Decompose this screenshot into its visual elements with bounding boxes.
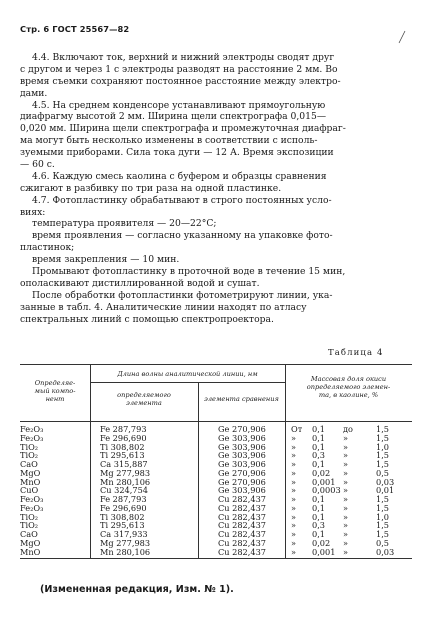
table-row [20, 486, 412, 495]
cell-range-to: » [343, 467, 349, 478]
cell-reference-line: Cu 282,437 [218, 529, 266, 539]
cell-component: CaO [20, 459, 38, 469]
table-row [20, 434, 412, 443]
cell-range-min: 0,001 [312, 476, 336, 487]
cell-range-min: 0,1 [312, 494, 326, 504]
text-line: зуемыми приборами. Сила тока дуги — 12 А. Время экспозиции [20, 147, 334, 159]
cell-range-to: » [343, 511, 349, 522]
data-table [20, 364, 412, 559]
cell-reference-line: Cu 282,437 [218, 511, 266, 522]
text-line: сжигают в разбивку по три раза на одной пластинке. [20, 182, 282, 194]
text-line: ма могут быть несколько изменены в соответствии с исполь- [20, 135, 318, 147]
cell-reference-line: Ge 270,906 [218, 476, 266, 487]
table-caption: Таблица 4 [328, 348, 384, 358]
cell-range-to: » [343, 529, 349, 539]
cell-reference-line: Cu 282,437 [218, 502, 266, 513]
table-row [20, 539, 412, 548]
cell-range-max: 0,5 [376, 537, 390, 548]
table-header [20, 365, 412, 422]
table-body [20, 422, 412, 558]
amendment-note: (Измененная редакция, Изм. № 1). [40, 584, 234, 595]
cell-reference-line: Cu 282,437 [218, 494, 266, 504]
text-line: 4.6. Каждую смесь каолина с буфером и образцы сравнения [32, 170, 327, 182]
header-wavelength-group: Длина волны аналитической линии, нм [117, 370, 258, 378]
text-line: время закрепления — 10 мин. [32, 254, 180, 266]
cell-component: TiO₂ [20, 441, 39, 452]
cell-range-min: 0,3 [312, 520, 326, 531]
cell-determined-line: Fe 287,793 [100, 424, 147, 434]
cell-reference-line: Cu 282,437 [218, 546, 266, 557]
table-row [20, 495, 412, 504]
table-row [20, 469, 412, 478]
text-line: 4.7. Фотопластинку обрабатывают в строго постоянных усло- [32, 194, 332, 206]
cell-component: MnO [20, 546, 41, 557]
cell-range-min: 0,001 [312, 546, 336, 557]
cell-reference-line: Ge 303,906 [218, 485, 266, 496]
cell-range-min: 0,1 [312, 424, 326, 434]
cell-determined-line: Ti 295,613 [100, 450, 145, 461]
cell-range-to: » [343, 432, 349, 443]
header-component: Определяе- мый компо- нент [34, 379, 76, 403]
table-row [20, 504, 412, 513]
text-line: 4.5. На среднем конденсоре устанавливают прямоугольную [32, 99, 326, 111]
cell-range-max: 1,5 [376, 424, 390, 434]
cell-component: Fe₂O₃ [20, 432, 44, 443]
cell-range-from: » [291, 494, 297, 504]
text-line: — 60 с. [20, 159, 55, 171]
cell-range-from: » [291, 537, 297, 548]
cell-range-max: 0,03 [376, 476, 395, 487]
cell-component: CuO [20, 485, 39, 496]
text-line: температура проявителя — 20—22°С; [32, 218, 217, 230]
cell-component: TiO₂ [20, 520, 39, 531]
cell-component: MgO [20, 537, 41, 548]
cell-range-min: 0,1 [312, 441, 326, 452]
cell-range-from: » [291, 502, 297, 513]
cell-determined-line: Ti 308,802 [100, 441, 145, 452]
cell-determined-line: Ti 295,613 [100, 520, 145, 531]
page-header: Стр. 6 ГОСТ 25567—82 [20, 24, 130, 34]
cell-determined-line: Ca 317,933 [100, 529, 148, 539]
text-line: спектральных линий с помощью спектропроектора. [20, 313, 274, 325]
cell-range-min: 0,0003 [312, 485, 341, 496]
table-row [20, 521, 412, 530]
cell-component: CaO [20, 529, 38, 539]
header-mass-fraction: Массовая доля окиси определяемого элемен- та, в каолине, % [306, 375, 391, 399]
text-line: После обработки фотопластинки фотометрируют линии, ука- [32, 289, 333, 301]
cell-reference-line: Ge 303,906 [218, 432, 266, 443]
cell-range-min: 0,1 [312, 529, 326, 539]
cell-range-to: » [343, 459, 349, 469]
cell-range-max: 1,5 [376, 529, 390, 539]
cell-range-to: до [343, 424, 353, 434]
cell-determined-line: Fe 296,690 [100, 502, 147, 513]
cell-determined-line: Cu 324,754 [100, 485, 148, 496]
table-row [20, 513, 412, 522]
cell-determined-line: Fe 287,793 [100, 494, 147, 504]
text-line: дами. [20, 87, 48, 99]
cell-determined-line: Mg 277,983 [100, 537, 151, 548]
cell-range-from: » [291, 511, 297, 522]
cell-range-to: » [343, 494, 349, 504]
cell-range-max: 0,01 [376, 485, 395, 496]
cell-component: TiO₂ [20, 511, 39, 522]
cell-range-min: 0,3 [312, 450, 326, 461]
cell-range-max: 1,5 [376, 432, 390, 443]
text-line: с другом и через 1 с электроды разводят на расстояние 2 мм. Во [20, 63, 338, 75]
text-line: пластинок; [20, 242, 75, 254]
cell-component: Fe₂O₃ [20, 502, 44, 513]
cell-component: TiO₂ [20, 450, 39, 461]
table-row [20, 425, 412, 434]
cell-determined-line: Mn 280,106 [100, 476, 151, 487]
table-row [20, 478, 412, 487]
cell-range-max: 0,03 [376, 546, 395, 557]
cell-reference-line: Ge 270,906 [218, 467, 266, 478]
cell-range-to: » [343, 546, 349, 557]
cell-range-min: 0,1 [312, 432, 326, 443]
cell-range-max: 1,5 [376, 459, 390, 469]
cell-range-from: » [291, 546, 297, 557]
cell-range-to: » [343, 441, 349, 452]
cell-range-max: 1,5 [376, 520, 390, 531]
cell-range-to: » [343, 502, 349, 513]
cell-determined-line: Fe 296,690 [100, 432, 147, 443]
pen-mark-icon [398, 30, 406, 44]
cell-range-from: » [291, 520, 297, 531]
cell-component: MnO [20, 476, 41, 487]
cell-range-from: » [291, 467, 297, 478]
cell-range-min: 0,1 [312, 459, 326, 469]
text-line: время проявления — согласно указанному на упаковке фото- [32, 230, 333, 242]
text-line: Промывают фотопластинку в проточной воде в течение 15 мин, [32, 266, 346, 278]
table-row [20, 530, 412, 539]
cell-range-min: 0,02 [312, 537, 331, 548]
cell-reference-line: Ge 303,906 [218, 459, 266, 469]
cell-range-to: » [343, 450, 349, 461]
cell-reference-line: Ge 270,906 [218, 424, 266, 434]
cell-range-min: 0,1 [312, 511, 326, 522]
cell-range-to: » [343, 476, 349, 487]
text-line: время съемки сохраняют постоянное расстояние между электро- [20, 75, 341, 87]
text-line: 4.4. Включают ток, верхний и нижний электроды сводят друг [32, 52, 335, 63]
cell-range-from: » [291, 485, 297, 496]
table-row [20, 443, 412, 452]
cell-determined-line: Mg 277,983 [100, 467, 151, 478]
cell-range-min: 0,1 [312, 502, 326, 513]
cell-determined-line: Ti 308,802 [100, 511, 145, 522]
cell-range-to: » [343, 485, 349, 496]
text-line: виях: [20, 206, 46, 218]
table-row [20, 460, 412, 469]
text-line: занные в табл. 4. Аналитические линии находят по атласу [20, 301, 307, 313]
text-line: 0,020 мм. Ширина щели спектрографа и промежуточная диафраг- [20, 123, 346, 135]
cell-range-from: » [291, 476, 297, 487]
cell-determined-line: Ca 315,887 [100, 459, 148, 469]
cell-component: Fe₂O₃ [20, 424, 44, 434]
cell-range-max: 1,5 [376, 494, 390, 504]
cell-reference-line: Cu 282,437 [218, 537, 266, 548]
cell-range-from: » [291, 441, 297, 452]
table-row [20, 548, 412, 557]
cell-component: MgO [20, 467, 41, 478]
cell-range-max: 0,5 [376, 467, 390, 478]
cell-reference-line: Cu 282,437 [218, 520, 266, 531]
cell-range-from: » [291, 432, 297, 443]
cell-range-from: » [291, 529, 297, 539]
cell-range-min: 0,02 [312, 467, 331, 478]
text-line: ополаскивают дистиллированной водой и сушат. [20, 277, 260, 289]
table-row [20, 451, 412, 460]
body-text [20, 52, 416, 325]
cell-range-max: 1,0 [376, 441, 390, 452]
cell-range-max: 1,5 [376, 450, 390, 461]
cell-determined-line: Mn 280,106 [100, 546, 151, 557]
cell-range-to: » [343, 537, 349, 548]
cell-reference-line: Ge 303,906 [218, 441, 266, 452]
text-line: диафрагму высотой 2 мм. Ширина щели спектрографа 0,015— [20, 111, 327, 123]
cell-range-from: » [291, 450, 297, 461]
cell-component: Fe₂O₃ [20, 494, 44, 504]
cell-range-max: 1,5 [376, 502, 390, 513]
header-reference-element: элемента сравнения [204, 395, 279, 403]
cell-range-max: 1,0 [376, 511, 390, 522]
cell-range-to: » [343, 520, 349, 531]
cell-range-from: » [291, 459, 297, 469]
cell-reference-line: Ge 303,906 [218, 450, 266, 461]
cell-range-from: От [291, 424, 303, 434]
header-determined-element: определяемого элемента [117, 391, 171, 407]
